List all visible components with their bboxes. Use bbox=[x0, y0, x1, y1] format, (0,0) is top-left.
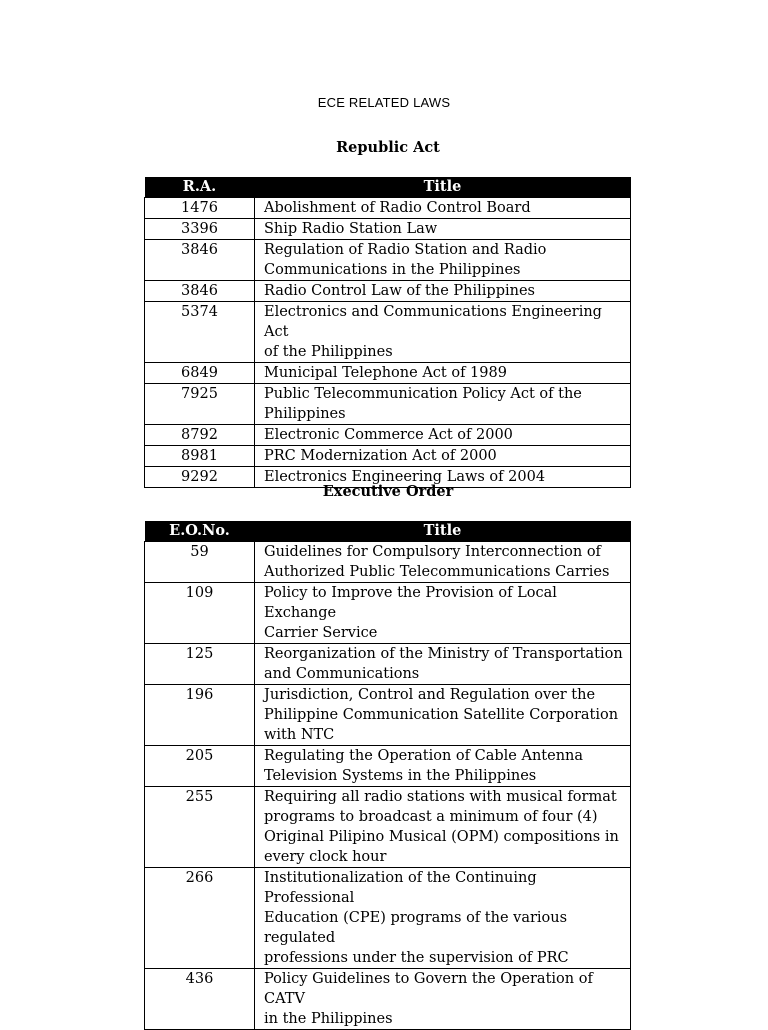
executive-order-heading: Executive Order bbox=[322, 483, 454, 500]
table-row bbox=[145, 868, 631, 969]
law-number: 436 bbox=[145, 969, 255, 1030]
law-number: 3846 bbox=[145, 281, 255, 302]
law-number: 266 bbox=[145, 868, 255, 969]
law-title: Abolishment of Radio Control Board bbox=[255, 198, 631, 219]
law-title: Electronics Engineering Laws of 2004 bbox=[255, 467, 631, 488]
table-row bbox=[145, 302, 631, 363]
law-number: 255 bbox=[145, 787, 255, 868]
table-row bbox=[145, 969, 631, 1030]
executive-order-rows bbox=[145, 542, 631, 1030]
law-number: 205 bbox=[145, 746, 255, 787]
document-title: ECE RELATED LAWS bbox=[317, 95, 451, 110]
republic-act-table bbox=[144, 177, 631, 488]
law-number: 7925 bbox=[145, 384, 255, 425]
column-header-title: Title bbox=[255, 177, 631, 198]
table-row bbox=[145, 787, 631, 868]
law-title: Institutionalization of the Continuing Professional Education (CPE) programs of the various regulated professions under the supervision of PRC bbox=[255, 868, 631, 969]
law-title: Guidelines for Compulsory Interconnection of Authorized Public Telecommunications Carries bbox=[255, 542, 631, 583]
law-number: 196 bbox=[145, 685, 255, 746]
law-title: Electronics and Communications Engineering Act of the Philippines bbox=[255, 302, 631, 363]
table-row bbox=[145, 425, 631, 446]
table-row bbox=[145, 746, 631, 787]
law-number: 3396 bbox=[145, 219, 255, 240]
table-row bbox=[145, 240, 631, 281]
law-title: Municipal Telephone Act of 1989 bbox=[255, 363, 631, 384]
column-header-title: Title bbox=[255, 521, 631, 542]
table-row bbox=[145, 583, 631, 644]
law-title: Policy to Improve the Provision of Local Exchange Carrier Service bbox=[255, 583, 631, 644]
table-header-row bbox=[145, 177, 631, 198]
table-row bbox=[145, 198, 631, 219]
law-number: 5374 bbox=[145, 302, 255, 363]
law-title: Ship Radio Station Law bbox=[255, 219, 631, 240]
law-number: 9292 bbox=[145, 467, 255, 488]
republic-act-heading: Republic Act bbox=[336, 139, 440, 156]
column-header-number: R.A. bbox=[145, 177, 255, 198]
law-title: PRC Modernization Act of 2000 bbox=[255, 446, 631, 467]
law-number: 125 bbox=[145, 644, 255, 685]
executive-order-table bbox=[144, 521, 631, 1030]
law-title: Public Telecommunication Policy Act of the Philippines bbox=[255, 384, 631, 425]
law-number: 8792 bbox=[145, 425, 255, 446]
law-title: Radio Control Law of the Philippines bbox=[255, 281, 631, 302]
table-row bbox=[145, 685, 631, 746]
table-row bbox=[145, 281, 631, 302]
table-row bbox=[145, 644, 631, 685]
law-number: 109 bbox=[145, 583, 255, 644]
law-title: Requiring all radio stations with musical format programs to broadcast a minimum of four (4) Original Pilipino Musical (OPM) compositions in every clock hour bbox=[255, 787, 631, 868]
law-title: Regulation of Radio Station and Radio Communications in the Philippines bbox=[255, 240, 631, 281]
column-header-number: E.O.No. bbox=[145, 521, 255, 542]
law-title: Jurisdiction, Control and Regulation over the Philippine Communication Satellite Corporation with NTC bbox=[255, 685, 631, 746]
law-number: 3846 bbox=[145, 240, 255, 281]
law-title: Reorganization of the Ministry of Transportation and Communications bbox=[255, 644, 631, 685]
table-row bbox=[145, 446, 631, 467]
law-number: 6849 bbox=[145, 363, 255, 384]
law-number: 59 bbox=[145, 542, 255, 583]
law-title: Regulating the Operation of Cable Antenna Television Systems in the Philippines bbox=[255, 746, 631, 787]
law-title: Policy Guidelines to Govern the Operation of CATV in the Philippines bbox=[255, 969, 631, 1030]
table-row bbox=[145, 542, 631, 583]
table-row bbox=[145, 363, 631, 384]
republic-act-rows bbox=[145, 198, 631, 488]
law-title: Electronic Commerce Act of 2000 bbox=[255, 425, 631, 446]
table-header-row bbox=[145, 521, 631, 542]
table-row bbox=[145, 219, 631, 240]
table-row bbox=[145, 384, 631, 425]
law-number: 8981 bbox=[145, 446, 255, 467]
law-number: 1476 bbox=[145, 198, 255, 219]
